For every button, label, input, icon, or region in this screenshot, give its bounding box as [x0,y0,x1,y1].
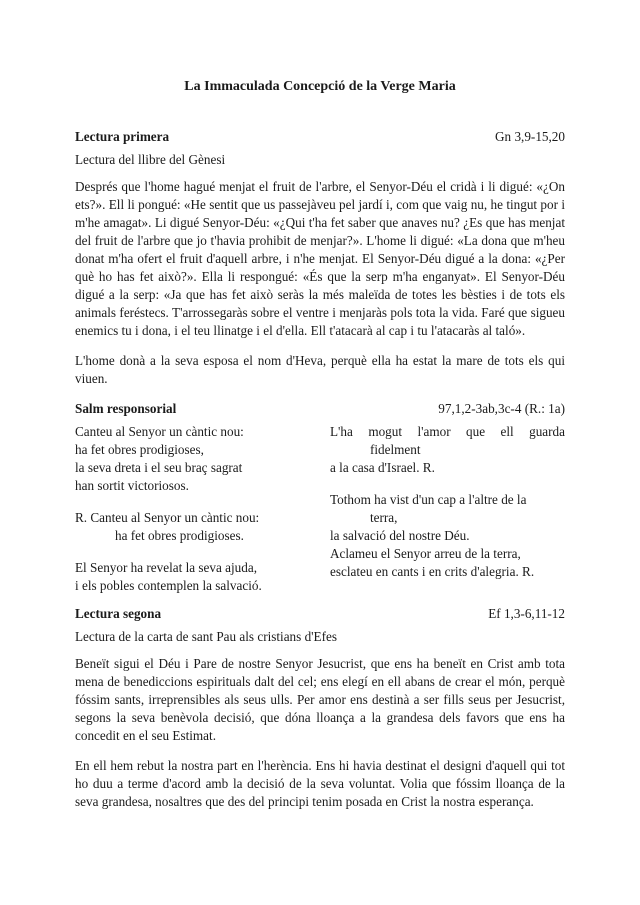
verse-line: ha fet obres prodigioses. [115,528,244,543]
verse-line: terra, [370,510,398,525]
verse-line: L'ha mogut l'amor que ell guarda [330,424,565,439]
verse-line: esclateu en cants i en crits d'alegria. R. [330,564,535,579]
salm-responsorial-label: Salm responsorial [75,401,177,416]
verse-line: R. Canteu al Senyor un càntic nou: [75,510,260,525]
verse-line: han sortit victoriosos. [75,478,189,493]
section-heading-lectura-segona [75,605,565,623]
verse-line: Tothom ha vist d'un cap a l'altre de la [330,492,527,507]
verse-line: fidelment [370,442,421,457]
paragraph: Beneït sigui el Déu i Pare de nostre Senyor Jesucrist, que ens ha beneït en Crist amb tota mena de benediccions espirituals dalt del cel; ens elegí en ell abans de crear el món, perquè fóssim sants, irreprensibles als seus ulls. Per amor ens destinà a ser fills seus per Jesucrist, segons la seva benèvola decisió, que dóna lloança a la grandesa dels favors que ens ha concedit en el seu Estimat. [75,656,565,743]
verse-line: i els pobles contemplen la salvació. [75,578,262,593]
verse-line [330,477,565,491]
paragraph: L'home donà a la seva esposa el nom d'Heva, perquè ella ha estat la mare de tots els qui viuen. [75,353,565,386]
verse-line: la seva dreta i el seu braç sagrat [75,460,243,475]
verse-line: El Senyor ha revelat la seva ajuda, [75,560,257,575]
verse-line: Canteu al Senyor un càntic nou: [75,424,244,439]
lectura-segona-label: Lectura segona [75,606,162,621]
paragraph: Després que l'home hagué menjat el fruit de l'arbre, el Senyor-Déu el cridà i li digué: «¿On ets?». Ell li pongué: «He sentit que us passejàveu pel jardí i, com que vaig nu, he tingut por i m'he amagat». Li digué Senyor-Déu: «¿Qui t'ha fet saber que anaves nu? ¿Es que has menjat del fruit de l'arbre que jo t'havia prohibit de menjar?». L'home li digué: «La dona que m'heu donat m'ha ofert el fruit d'aquell arbre, i n'he menjat. El Senyor-Déu digué a la dona: «¿Per què ho has fet això?». Ella li respongué: «És que la serp m'ha enganyat». El Senyor-Déu digué a la serp: «Ja que has fet això seràs la més maleïda de totes les bèsties i de tots els animals feréstecs. T'arrossegaràs sobre el ventre i menjaràs pols tota la vida. Faré que sigueu enemics tu i dona, i el teu llinatge i el d'ella. Ell t'atacarà al cap i tu l'atacaràs al taló». [75,179,565,338]
verse-line: ha fet obres prodigioses, [75,442,204,457]
lectura-primera-body [75,178,565,388]
paragraph: En ell hem rebut la nostra part en l'herència. Ens hi havia destinat el designi d'aquell qui tot ho duu a terme d'acord amb la decisió de la seva voluntat. Volia que fóssim lloança de la seva grandesa, nosaltres que des del principi tenim posada en Crist la nostra esperança. [75,758,565,809]
lectura-segona-subtitle: Lectura de la carta de sant Pau als cristians d'Efes [75,629,337,644]
page-title: La Immaculada Concepció de la Verge Maria [184,79,456,94]
verse-line: Aclameu el Senyor arreu de la terra, [330,546,521,561]
lectura-segona-reference: Ef 1,3-6,11-12 [488,606,565,621]
verse-line: a la casa d'Israel. R. [330,460,435,475]
lectura-primera-reference: Gn 3,9-15,20 [495,129,565,144]
verse-line [75,495,322,509]
verse-line [75,545,322,559]
section-heading-salm-responsorial [75,400,565,418]
salm-responsorial-reference: 97,1,2-3ab,3c-4 (R.: 1a) [438,401,565,416]
lectura-segona-body [75,655,565,811]
psalm-columns [75,423,565,595]
psalm-right-column [330,423,565,595]
psalm-left-column [75,423,322,595]
lectura-primera-label: Lectura primera [75,129,170,144]
section-heading-lectura-primera [75,128,565,146]
verse-line: la salvació del nostre Déu. [330,528,470,543]
lectura-primera-subtitle: Lectura del llibre del Gènesi [75,152,226,167]
